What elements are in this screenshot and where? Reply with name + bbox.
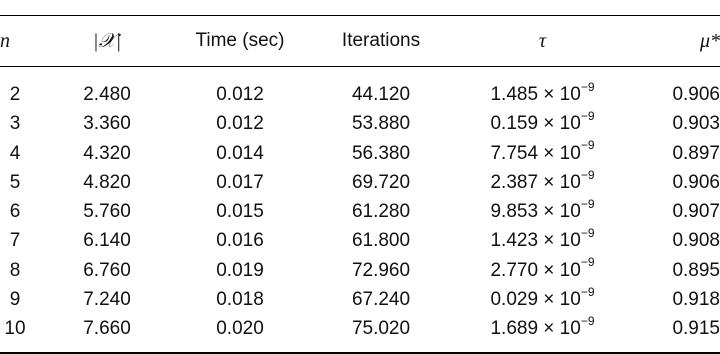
cell-n: 10: [4, 318, 26, 340]
tau-exponent: −9: [580, 284, 595, 299]
cell-iterations: 61.800: [351, 230, 411, 252]
header-tau: τ: [538, 30, 547, 52]
cell-time: 0.018: [216, 289, 264, 311]
cell-tau: [470, 168, 615, 197]
table-row: [0, 285, 720, 314]
tau-mantissa: 7.754 × 10: [490, 142, 581, 164]
cell-mu: 0.897: [672, 142, 720, 164]
cell-mu: 0.908: [672, 230, 720, 252]
cell-iterations: 61.280: [351, 201, 411, 223]
cell-cardinality: 3.360: [83, 113, 131, 135]
tau-exponent: −9: [580, 138, 595, 153]
table-row: [0, 256, 720, 285]
cell-time: 0.019: [216, 259, 264, 281]
table-row: [0, 197, 720, 226]
cell-time: 0.012: [216, 84, 264, 105]
cell-n: 8: [9, 259, 21, 281]
tau-exponent: −9: [580, 196, 595, 211]
header-cardinality: |𝒳|: [92, 30, 122, 52]
cell-time: 0.012: [216, 113, 264, 135]
cell-time: 0.016: [216, 230, 264, 252]
cell-n: 9: [9, 289, 21, 311]
cell-n: 7: [9, 230, 21, 252]
cell-tau: [470, 109, 615, 138]
cell-iterations: 44.120: [351, 84, 411, 105]
tau-mantissa: 2.387 × 10: [490, 171, 581, 193]
header-mu: μ*: [699, 30, 720, 52]
header-rule: [0, 66, 720, 67]
cell-n: 6: [9, 201, 21, 223]
cell-cardinality: 6.760: [83, 259, 131, 281]
cell-tau: [470, 197, 615, 226]
cell-n: 3: [9, 113, 21, 135]
table-row: [0, 226, 720, 255]
table-row: [0, 139, 720, 168]
cell-iterations: 69.720: [351, 171, 411, 193]
header-iterations: Iterations: [341, 30, 421, 51]
cell-n: 4: [9, 142, 21, 164]
cell-mu: 0.907: [672, 201, 720, 223]
cell-cardinality: 7.240: [83, 289, 131, 311]
cell-time: 0.014: [216, 142, 264, 164]
cell-iterations: 56.380: [351, 142, 411, 164]
table-row: [0, 168, 720, 197]
cell-n: 2: [9, 84, 21, 105]
cell-iterations: 75.020: [351, 318, 411, 340]
cell-cardinality: 2.480: [83, 84, 131, 105]
header-time: Time (sec): [195, 30, 285, 51]
cell-iterations: 53.880: [351, 113, 411, 135]
tau-exponent: −9: [580, 314, 595, 329]
tau-mantissa: 2.770 × 10: [490, 259, 581, 281]
tau-mantissa: 0.029 × 10: [490, 289, 581, 311]
cell-time: 0.020: [216, 318, 264, 340]
cell-cardinality: 6.140: [83, 230, 131, 252]
tau-mantissa: 0.159 × 10: [490, 113, 581, 135]
cell-mu: 0.906: [672, 171, 720, 193]
table-row: [0, 80, 720, 109]
tau-mantissa: 1.423 × 10: [490, 230, 581, 252]
cell-mu: 0.918: [672, 289, 720, 311]
tau-mantissa: 1.689 × 10: [490, 318, 581, 340]
tau-exponent: −9: [580, 167, 595, 182]
tau-exponent: −9: [580, 226, 595, 241]
cell-iterations: 72.960: [351, 259, 411, 281]
table-row: [0, 314, 720, 343]
tau-exponent: −9: [580, 108, 595, 123]
cell-cardinality: 4.820: [83, 171, 131, 193]
cell-tau: [470, 314, 615, 343]
cell-time: 0.017: [216, 171, 264, 193]
header-n: n: [0, 30, 10, 52]
table-row: [0, 109, 720, 138]
cell-mu: 0.915: [672, 318, 720, 340]
tau-mantissa: 1.485 × 10: [490, 84, 581, 105]
cell-mu: 0.906: [672, 84, 720, 105]
cell-mu: 0.903: [672, 113, 720, 135]
cell-cardinality: 5.760: [83, 201, 131, 223]
cell-mu: 0.895: [672, 259, 720, 281]
cell-cardinality: 7.660: [83, 318, 131, 340]
cell-tau: [470, 226, 615, 255]
tau-exponent: −9: [580, 255, 595, 270]
tau-exponent: −9: [580, 79, 595, 94]
cell-cardinality: 4.320: [83, 142, 131, 164]
cell-tau: [470, 139, 615, 168]
cell-tau: [470, 256, 615, 285]
cell-tau: [470, 285, 615, 314]
cell-iterations: 67.240: [351, 289, 411, 311]
tau-mantissa: 9.853 × 10: [490, 201, 581, 223]
cell-n: 5: [9, 171, 21, 193]
cell-time: 0.015: [216, 201, 264, 223]
table-body: [0, 80, 720, 344]
cell-tau: [470, 80, 615, 109]
top-rule: [0, 15, 720, 16]
table-header-row: [0, 26, 720, 56]
